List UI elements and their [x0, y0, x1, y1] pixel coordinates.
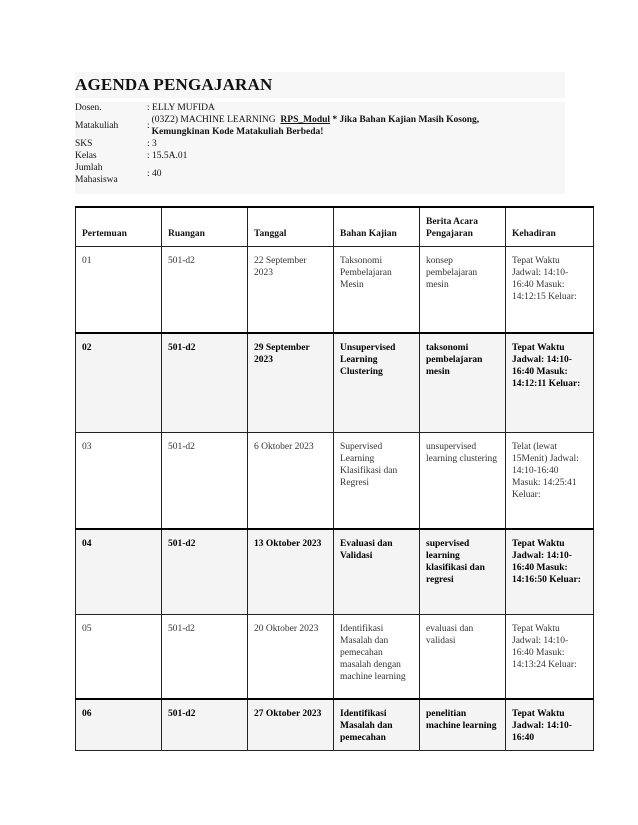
cell-ruangan: 501-d2 — [162, 247, 248, 333]
cell-berita-acara: penelitian machine learning — [420, 699, 506, 751]
table-row — [76, 247, 594, 333]
cell-bahan-kajian: Unsupervised Learning Clustering — [334, 333, 420, 433]
title-bar — [75, 72, 565, 98]
cell-berita-acara: taksonomi pembelajaran mesin — [420, 333, 506, 433]
cell-pertemuan: 03 — [76, 433, 162, 529]
jumlah-label-2: Mahasiswa — [75, 175, 118, 185]
cell-tanggal: 13 Oktober 2023 — [248, 529, 334, 615]
sks-label: SKS — [75, 139, 93, 149]
matakuliah-code: (03Z2) MACHINE LEARNING — [151, 115, 276, 125]
cell-pertemuan: 05 — [76, 615, 162, 699]
cell-berita-acara: unsupervised learning clustering — [420, 433, 506, 529]
cell-bahan-kajian: Identifikasi Masalah dan pemecahan — [334, 699, 420, 751]
cell-ruangan: 501-d2 — [162, 615, 248, 699]
header-bahan-kajian: Bahan Kajian — [334, 207, 420, 247]
document-header — [75, 72, 593, 194]
header-ruangan: Ruangan — [162, 207, 248, 247]
cell-bahan-kajian: Identifikasi Masalah dan pemecahan masalah dengan machine learning — [334, 615, 420, 699]
matakuliah-value: : (03Z2) MACHINE LEARNING RPS_Modul * Jika Bahan Kajian Masih Kosong, Kemungkinan Kode Matakuliah Berbeda! — [147, 115, 480, 137]
cell-tanggal: 29 September 2023 — [248, 333, 334, 433]
cell-ruangan: 501-d2 — [162, 433, 248, 529]
sks-row — [75, 138, 565, 150]
header-tanggal: Tanggal — [248, 207, 334, 247]
agenda-table — [75, 206, 594, 751]
course-info — [75, 102, 565, 194]
dosen-label: Dosen. — [75, 103, 102, 113]
table-row — [76, 433, 594, 529]
cell-berita-acara: evaluasi dan validasi — [420, 615, 506, 699]
table-row — [76, 615, 594, 699]
jumlah-row — [75, 162, 565, 186]
jumlah-value: : 40 — [147, 169, 162, 179]
cell-tanggal: 27 Oktober 2023 — [248, 699, 334, 751]
jumlah-label — [75, 162, 147, 186]
matakuliah-label: Matakuliah — [75, 121, 119, 131]
cell-kehadiran: Telat (lewat 15Menit) Jadwal: 14:10-16:40 Masuk: 14:25:41 Keluar: — [506, 433, 594, 529]
cell-kehadiran: Tepat Waktu Jadwal: 14:10-16:40 Masuk: 14:16:50 Keluar: — [506, 529, 594, 615]
header-berita-acara: Berita Acara Pengajaran — [420, 207, 506, 247]
cell-tanggal: 6 Oktober 2023 — [248, 433, 334, 529]
dosen-value: : ELLY MUFIDA — [147, 103, 215, 113]
table-row — [76, 529, 594, 615]
cell-kehadiran: Tepat Waktu Jadwal: 14:10-16:40 — [506, 699, 594, 751]
cell-bahan-kajian: Evaluasi dan Validasi — [334, 529, 420, 615]
header-kehadiran: Kehadiran — [506, 207, 594, 247]
cell-ruangan: 501-d2 — [162, 529, 248, 615]
rps-modul-link[interactable]: RPS_Modul — [280, 115, 331, 125]
cell-bahan-kajian: Supervised Learning Klasifikasi dan Regresi — [334, 433, 420, 529]
sks-value: : 3 — [147, 139, 157, 149]
cell-berita-acara: konsep pembelajaran mesin — [420, 247, 506, 333]
matakuliah-row — [75, 114, 565, 138]
cell-kehadiran: Tepat Waktu Jadwal: 14:10-16:40 Masuk: 14:12:11 Keluar: — [506, 333, 594, 433]
header-pertemuan: Pertemuan — [76, 207, 162, 247]
kelas-label: Kelas — [75, 151, 97, 161]
kelas-value: : 15.5A.01 — [147, 151, 188, 161]
jumlah-label-1: Jumlah — [75, 163, 103, 173]
cell-pertemuan: 06 — [76, 699, 162, 751]
cell-pertemuan: 04 — [76, 529, 162, 615]
dosen-row — [75, 102, 565, 114]
matakuliah-note-1: * Jika Bahan Kajian Masih Kosong, — [332, 115, 480, 125]
table-row — [76, 699, 594, 751]
cell-kehadiran: Tepat Waktu Jadwal: 14:10-16:40 Masuk: 14:13:24 Keluar: — [506, 615, 594, 699]
kelas-row — [75, 150, 565, 162]
cell-pertemuan: 01 — [76, 247, 162, 333]
cell-ruangan: 501-d2 — [162, 699, 248, 751]
cell-ruangan: 501-d2 — [162, 333, 248, 433]
cell-pertemuan: 02 — [76, 333, 162, 433]
matakuliah-note-2: Kemungkinan Kode Matakuliah Berbeda! — [151, 127, 324, 137]
cell-kehadiran: Tepat Waktu Jadwal: 14:10-16:40 Masuk: 14:12:15 Keluar: — [506, 247, 594, 333]
cell-tanggal: 20 Oktober 2023 — [248, 615, 334, 699]
table-header-row — [76, 207, 594, 247]
cell-bahan-kajian: Taksonomi Pembelajaran Mesin — [334, 247, 420, 333]
table-row — [76, 333, 594, 433]
cell-tanggal: 22 September 2023 — [248, 247, 334, 333]
page-title: AGENDA PENGAJARAN — [75, 75, 273, 94]
cell-berita-acara: supervised learning klasifikasi dan regresi — [420, 529, 506, 615]
